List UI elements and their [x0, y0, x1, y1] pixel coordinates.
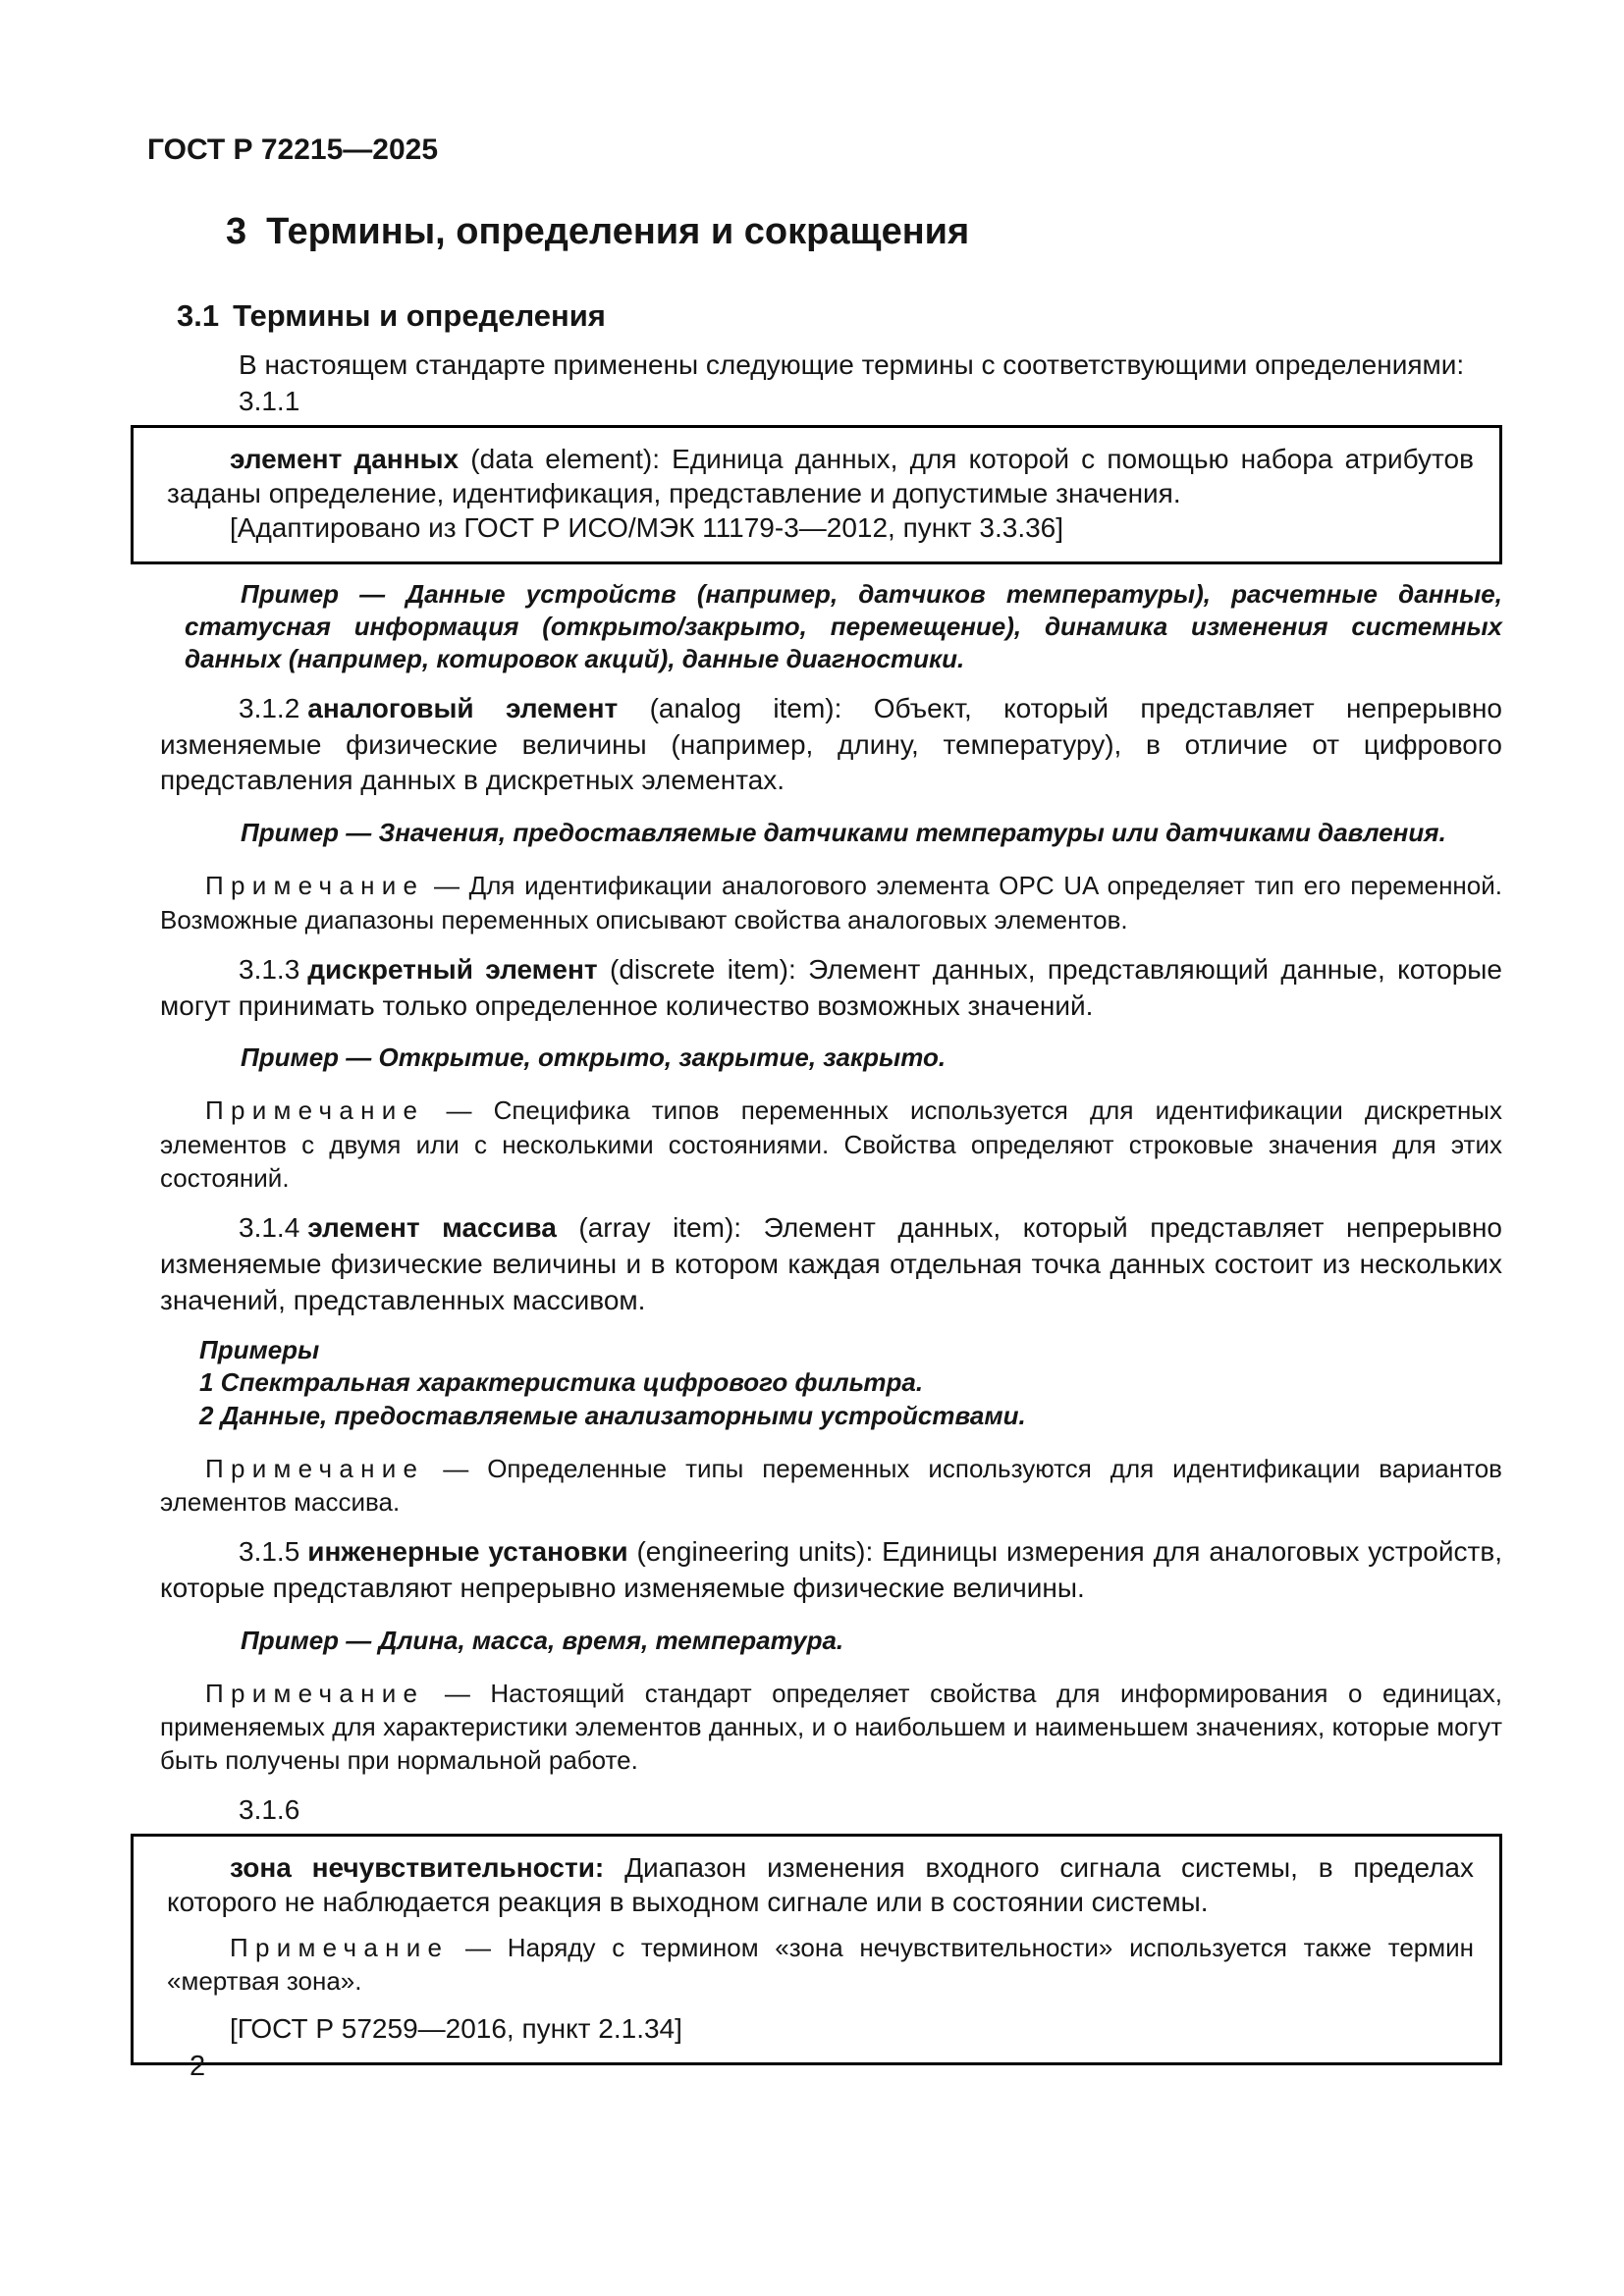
example-engineering-units: Пример — Длина, масса, время, температура.	[241, 1625, 844, 1655]
subsection-heading	[177, 298, 1502, 334]
term-data-element: элемент данных	[230, 443, 460, 474]
term-box-deadband	[131, 1834, 1502, 2065]
clause-number-3-1-2: 3.1.2	[239, 692, 300, 723]
term-box-data-element	[131, 425, 1502, 564]
clause-number-3-1-3: 3.1.3	[239, 953, 300, 985]
clause-number-3-1-1: 3.1.1	[239, 385, 300, 416]
note-engineering-units	[160, 1677, 1502, 1777]
clause-number-3-1-4: 3.1.4	[239, 1211, 300, 1243]
examples-array-item	[199, 1334, 1502, 1431]
definition-array-item: (array item): Элемент данных, который представляет непрерывно изменяемые физические величины и в котором каждая отдельная точка данных состоит из нескольких значений, представленных массивом.	[160, 1211, 1503, 1315]
definition-deadband: Диапазон изменения входного сигнала системы, в пределах которого не наблюдается реакция в выходном сигнале или в состоянии системы.	[167, 1851, 1475, 1917]
clause-3-1-4	[160, 1210, 1502, 1319]
note-label: Примечание	[205, 1095, 425, 1126]
term-engineering-units: инженерные установки	[307, 1535, 628, 1567]
section-number: 3	[226, 210, 247, 252]
note-array-item	[160, 1452, 1502, 1519]
intro-paragraph: В настоящем стандарте применены следующие термины с соответствующими определениями:	[239, 348, 1465, 380]
note-label: Примечание	[205, 871, 425, 901]
definition-analog-item: (analog item): Объект, который представляет непрерывно изменяемые физические величины (например, длину, температуру), в отличие от цифрового представления данных в дискретных элементах.	[160, 692, 1503, 796]
clause-3-1-2	[160, 691, 1502, 800]
term-array-item: элемент массива	[307, 1211, 557, 1243]
example-discrete-item: Пример — Открытие, открыто, закрытие, закрыто.	[241, 1042, 947, 1073]
term-definition-data-element	[167, 442, 1474, 511]
note-label: Примечание	[230, 1933, 450, 1963]
term-definition-deadband	[167, 1850, 1474, 1920]
clause-number-3-1-5: 3.1.5	[239, 1535, 300, 1567]
clause-3-1-3	[160, 952, 1502, 1025]
source-reference-deadband: [ГОСТ Р 57259—2016, пункт 2.1.34]	[230, 2013, 682, 2045]
note-text-array-item: — Определенные типы переменных используются для идентификации вариантов элементов массива.	[160, 1453, 1502, 1517]
note-text-discrete-item: — Специфика типов переменных используется для идентификации дискретных элементов с двумя или с несколькими состояниями. Свойства определяют строковые значения для этих состояний.	[160, 1095, 1502, 1193]
note-deadband	[167, 1931, 1474, 1998]
source-reference-data-element: [Адаптировано из ГОСТ Р ИСО/МЭК 11179-3—2012, пункт 3.3.36]	[230, 512, 1064, 544]
clause-number-3-1-6: 3.1.6	[239, 1793, 300, 1825]
note-text-engineering-units: — Настоящий стандарт определяет свойства для информирования о единицах, применяемых для характеристики элементов данных, и о наибольшем и наименьшем значениях, которые могут быть получены при нормальной работе.	[160, 1678, 1502, 1775]
example-analog-item: Пример — Значения, предоставляемые датчиками температуры или датчиками давления.	[241, 818, 1446, 848]
section-title: Термины, определения и сокращения	[266, 210, 970, 252]
term-discrete-item: дискретный элемент	[307, 953, 598, 985]
example-item-2: 2 Данные, предоставляемые анализаторными устройствами.	[199, 1400, 1026, 1430]
note-text-deadband: — Наряду с термином «зона нечувствительности» используется также термин «мертвая зона».	[167, 1933, 1474, 1997]
page-number: 2	[189, 2051, 206, 2082]
subsection-number: 3.1	[177, 298, 220, 334]
example-data-element: Пример — Данные устройств (например, датчиков температуры), расчетные данные, статусная информация (открыто/закрыто, перемещение), динамика изменения системных данных (например, котировок акций), данные диагностики.	[185, 578, 1502, 673]
definition-engineering-units: (engineering units): Единицы измерения для аналоговых устройств, которые представляют непрерывно изменяемые физические величины.	[160, 1535, 1502, 1603]
doc-code: ГОСТ Р 72215—2025	[147, 133, 439, 166]
note-discrete-item	[160, 1094, 1502, 1194]
note-analog-item	[160, 869, 1502, 935]
definition-discrete-item: (discrete item): Элемент данных, представляющий данные, которые могут принимать только определенное количество возможных значений.	[160, 953, 1502, 1021]
example-item-1: 1 Спектральная характеристика цифрового фильтра.	[199, 1367, 924, 1398]
note-text-analog-item: — Для идентификации аналогового элемента OPC UA определяет тип его переменной. Возможные диапазоны переменных описывают свойства аналоговых элементов.	[160, 871, 1502, 934]
note-label: Примечание	[205, 1678, 425, 1708]
section-heading	[226, 211, 1502, 254]
examples-heading: Примеры	[199, 1335, 320, 1365]
subsection-title: Термины и определения	[233, 298, 606, 334]
term-analog-item: аналоговый элемент	[307, 692, 619, 723]
note-label: Примечание	[205, 1453, 425, 1483]
definition-data-element: (data element): Единица данных, для которой с помощью набора атрибутов заданы определение, идентификация, представление и допустимые значения.	[167, 443, 1475, 508]
term-deadband: зона нечувствительности:	[230, 1851, 605, 1883]
clause-3-1-5	[160, 1534, 1502, 1607]
